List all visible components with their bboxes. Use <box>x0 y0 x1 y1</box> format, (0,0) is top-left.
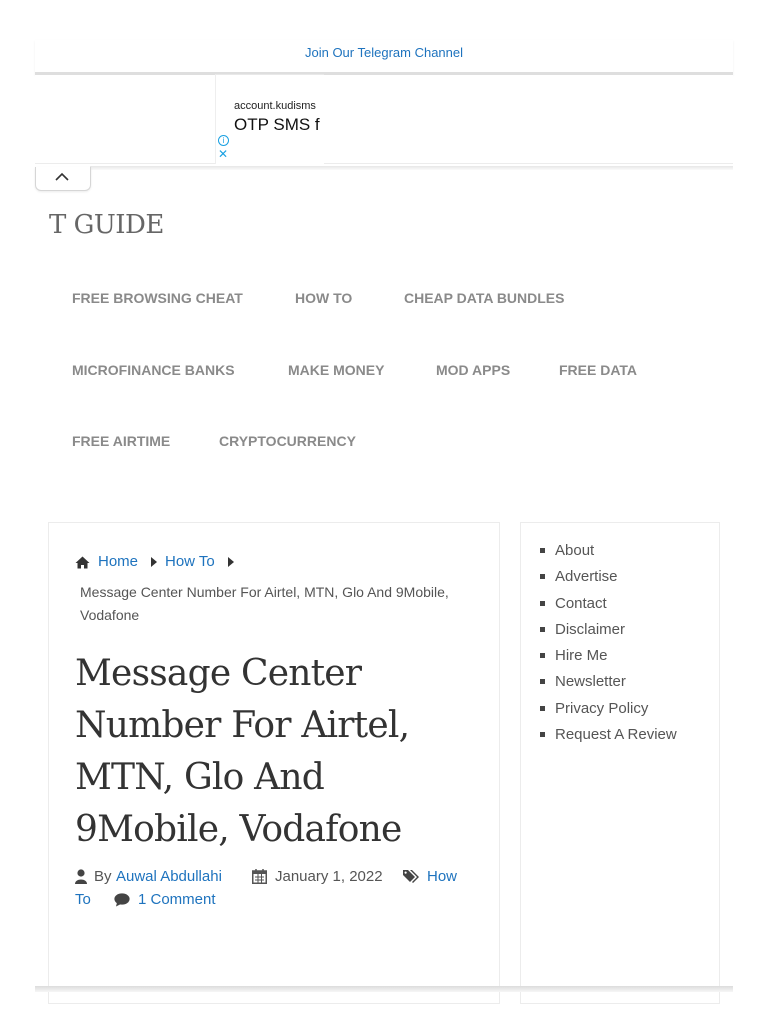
sidebar-link-label: Hire Me <box>555 647 608 665</box>
bullet <box>540 732 545 737</box>
post-category-link-continued[interactable]: To <box>75 891 91 908</box>
telegram-channel-link[interactable]: Join Our Telegram Channel <box>304 45 463 60</box>
sidebar-link-hire-me[interactable] <box>540 645 677 671</box>
sidebar-link-disclaimer[interactable] <box>540 619 677 645</box>
close-icon[interactable]: ✕ <box>218 147 229 161</box>
collapse-toggle-button[interactable] <box>35 167 91 191</box>
sidebar-link-label: Newsletter <box>555 673 626 691</box>
breadcrumb-home-link[interactable]: Home <box>98 553 139 570</box>
ad-band <box>35 75 733 164</box>
chevron-up-icon <box>54 172 70 182</box>
author-link[interactable]: Auwal Abdullahi <box>116 868 222 885</box>
nav-item-free-browsing-cheat[interactable]: FREE BROWSING CHEAT <box>72 290 243 306</box>
nav-item-free-airtime[interactable]: FREE AIRTIME <box>72 433 171 449</box>
top-notification-bar <box>35 40 733 75</box>
sidebar-link-label: Request A Review <box>555 726 677 744</box>
home-icon <box>75 556 90 569</box>
sidebar-link-advertise[interactable] <box>540 566 677 592</box>
sidebar-link-label: Privacy Policy <box>555 699 649 717</box>
comments-link[interactable]: 1 Comment <box>138 891 216 908</box>
info-icon[interactable]: i <box>218 135 229 146</box>
sidebar-link-request-a-review[interactable] <box>540 724 677 750</box>
sidebar-link-newsletter[interactable] <box>540 671 677 697</box>
sidebar-link-label: About <box>555 542 595 559</box>
comment-icon <box>114 893 130 907</box>
divider <box>90 166 733 170</box>
sidebar-link-contact[interactable] <box>540 593 677 619</box>
nav-item-mod-apps[interactable]: MOD APPS <box>436 362 511 378</box>
bullet <box>540 679 545 684</box>
post-category-link[interactable]: How <box>427 868 458 885</box>
bullet <box>540 601 545 606</box>
caret-right-icon <box>151 557 157 567</box>
nav-item-cheap-data-bundles[interactable]: CHEAP DATA BUNDLES <box>404 290 565 306</box>
caret-right-icon <box>228 557 234 567</box>
ad-domain: account.kudisms <box>234 100 316 112</box>
nav-item-cryptocurrency[interactable]: CRYPTOCURRENCY <box>219 433 356 449</box>
sidebar-link-label: Advertise <box>555 568 618 586</box>
bullet <box>540 574 545 579</box>
ad-banner[interactable] <box>215 74 324 164</box>
ad-headline: OTP SMS f <box>234 115 320 134</box>
bullet <box>540 548 545 553</box>
nav-item-microfinance-banks[interactable]: MICROFINANCE BANKS <box>72 362 235 378</box>
nav-item-how-to[interactable]: HOW TO <box>295 290 353 306</box>
sidebar-link-label: Contact <box>555 594 607 612</box>
sidebar-links <box>540 540 677 750</box>
bullet <box>540 627 545 632</box>
author-prefix: By <box>94 868 112 885</box>
bullet <box>540 653 545 658</box>
site-title[interactable]: T GUIDE <box>49 210 164 240</box>
user-icon <box>75 869 87 884</box>
nav-item-make-money[interactable]: MAKE MONEY <box>288 362 385 378</box>
post-title: Message Center Number For Airtel, MTN, Glo And 9Mobile, Vodafone <box>75 653 410 850</box>
tags-icon <box>403 869 421 883</box>
post-date: January 1, 2022 <box>275 868 383 885</box>
breadcrumb-current: Message Center Number For Airtel, MTN, Glo And 9Mobile, Vodafone <box>80 584 449 623</box>
calendar-icon <box>252 869 267 884</box>
bullet <box>540 706 545 711</box>
breadcrumb-category-link[interactable]: How To <box>165 553 215 570</box>
sidebar-link-about[interactable] <box>540 540 677 566</box>
nav-item-free-data[interactable]: FREE DATA <box>559 362 638 378</box>
sidebar-link-label: Disclaimer <box>555 620 626 638</box>
divider <box>35 986 733 992</box>
sidebar-link-privacy-policy[interactable] <box>540 698 677 724</box>
